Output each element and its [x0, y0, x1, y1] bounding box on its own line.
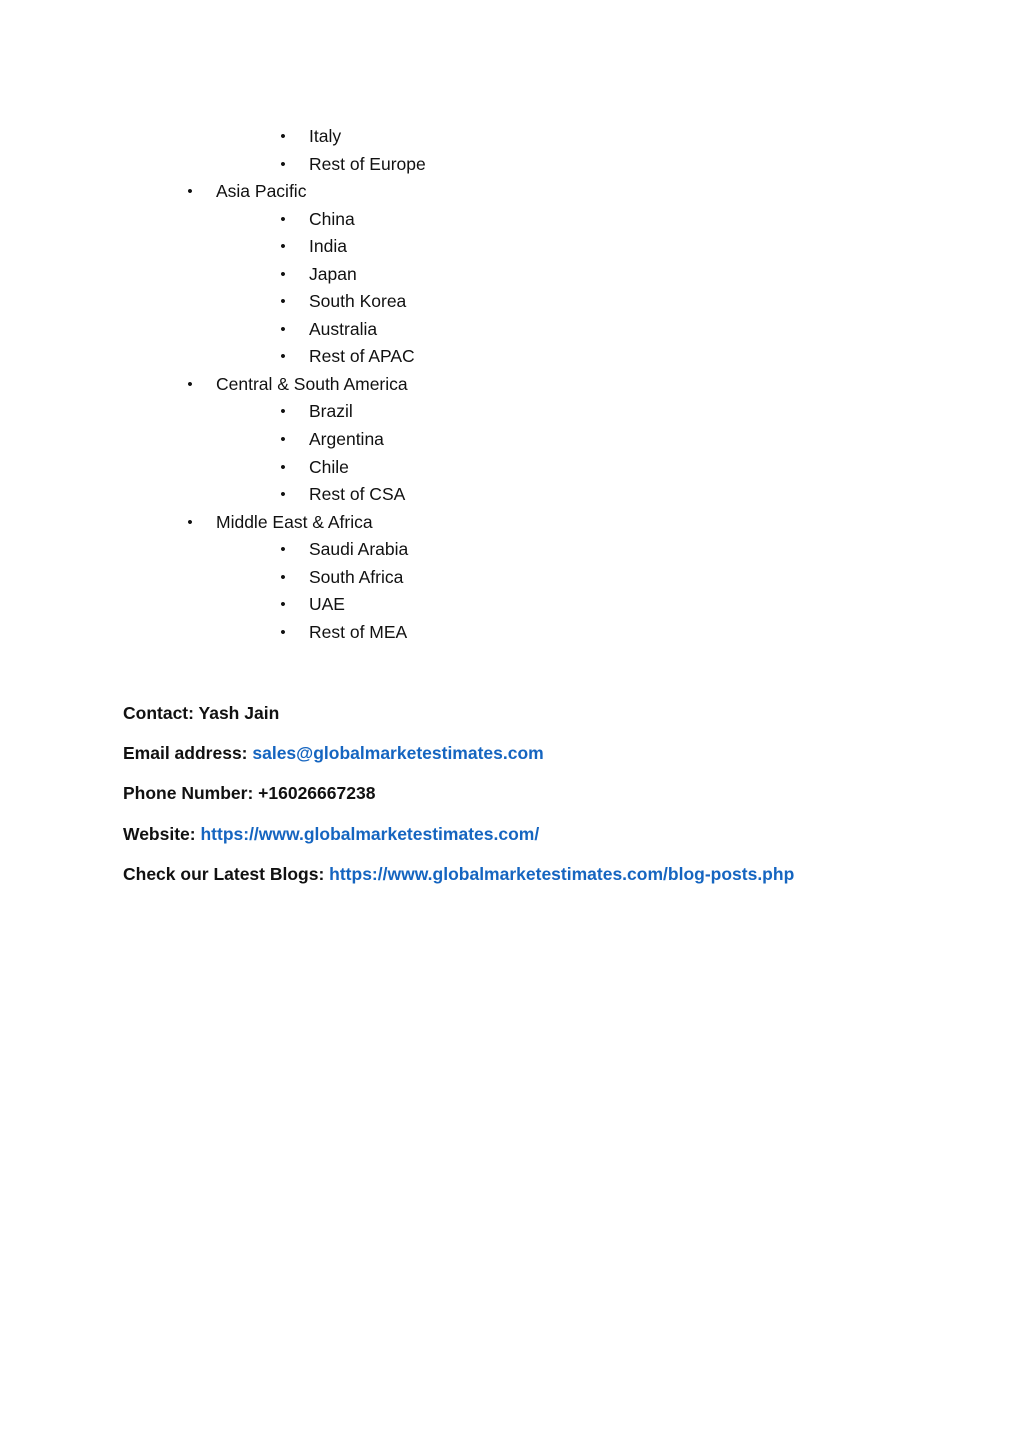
bullet-icon: •	[280, 265, 286, 283]
contact-name: Contact: Yash Jain	[123, 703, 280, 723]
blogs-link[interactable]: https://www.globalmarketestimates.com/blog-posts.php	[329, 863, 795, 884]
list-item-label: Argentina	[309, 429, 384, 450]
bullet-icon: •	[280, 238, 286, 256]
bullet-icon: •	[187, 513, 193, 531]
website-link[interactable]: https://www.globalmarketestimates.com/	[200, 823, 540, 844]
bullet-icon: •	[280, 403, 286, 421]
contact-block	[123, 700, 1003, 901]
list-item-label: Japan	[309, 263, 357, 284]
website-line	[123, 821, 1003, 861]
list-item	[0, 454, 1023, 482]
bullet-icon: •	[280, 128, 286, 145]
list-item-label: Rest of MEA	[309, 621, 408, 642]
list-item	[0, 591, 1023, 619]
list-item	[0, 261, 1023, 289]
email-line	[123, 740, 1003, 780]
bullet-icon: •	[280, 293, 286, 311]
blogs-label: Check our Latest Blogs:	[123, 863, 330, 884]
bullet-icon: •	[187, 183, 193, 201]
list-item	[0, 564, 1023, 592]
list-item-label: Rest of Europe	[309, 153, 426, 174]
bullet-icon: •	[280, 431, 286, 449]
bullet-icon: •	[280, 623, 286, 641]
list-item-label: Rest of APAC	[309, 346, 415, 367]
bullet-icon: •	[187, 375, 193, 393]
bullet-icon: •	[280, 348, 286, 366]
blogs-line	[123, 861, 1003, 901]
list-item-label: Chile	[309, 456, 349, 477]
bullet-icon: •	[280, 210, 286, 228]
list-item	[0, 426, 1023, 454]
list-item	[0, 206, 1023, 234]
list-item-label: China	[309, 208, 355, 229]
bullet-icon: •	[280, 541, 286, 559]
bullet-icon: •	[280, 596, 286, 614]
list-item	[0, 619, 1023, 647]
list-item	[0, 536, 1023, 564]
bullet-icon: •	[280, 320, 286, 338]
bullet-icon: •	[280, 458, 286, 476]
list-item	[0, 509, 1023, 537]
list-item-label: Saudi Arabia	[309, 539, 409, 560]
bullet-icon: •	[280, 486, 286, 504]
region-list	[0, 123, 1023, 646]
list-item	[0, 288, 1023, 316]
list-item-label: Middle East & Africa	[216, 511, 373, 532]
list-item	[0, 233, 1023, 261]
bullet-icon: •	[280, 155, 286, 173]
website-label: Website:	[123, 823, 201, 844]
list-item	[0, 481, 1023, 509]
list-item-label: South Africa	[309, 566, 404, 587]
list-item	[0, 123, 1023, 151]
list-item	[0, 178, 1023, 206]
list-item	[0, 398, 1023, 426]
list-item	[0, 151, 1023, 179]
list-item-label: Brazil	[309, 401, 353, 422]
list-item-label: Australia	[309, 318, 378, 339]
phone-line: Phone Number: +16026667238	[123, 783, 376, 804]
list-item-label: UAE	[309, 594, 345, 615]
bullet-icon: •	[280, 568, 286, 586]
list-item-label: India	[309, 236, 347, 257]
list-item-label: Asia Pacific	[216, 181, 307, 202]
email-link[interactable]: sales@globalmarketestimates.com	[252, 743, 544, 764]
list-item-label: Central & South America	[216, 373, 408, 394]
list-item-label: Rest of CSA	[309, 484, 406, 505]
list-item	[0, 343, 1023, 371]
list-item	[0, 316, 1023, 344]
email-label: Email address:	[123, 743, 253, 764]
list-item-label: Italy	[309, 126, 342, 146]
list-item-label: South Korea	[309, 291, 407, 312]
list-item	[0, 371, 1023, 399]
